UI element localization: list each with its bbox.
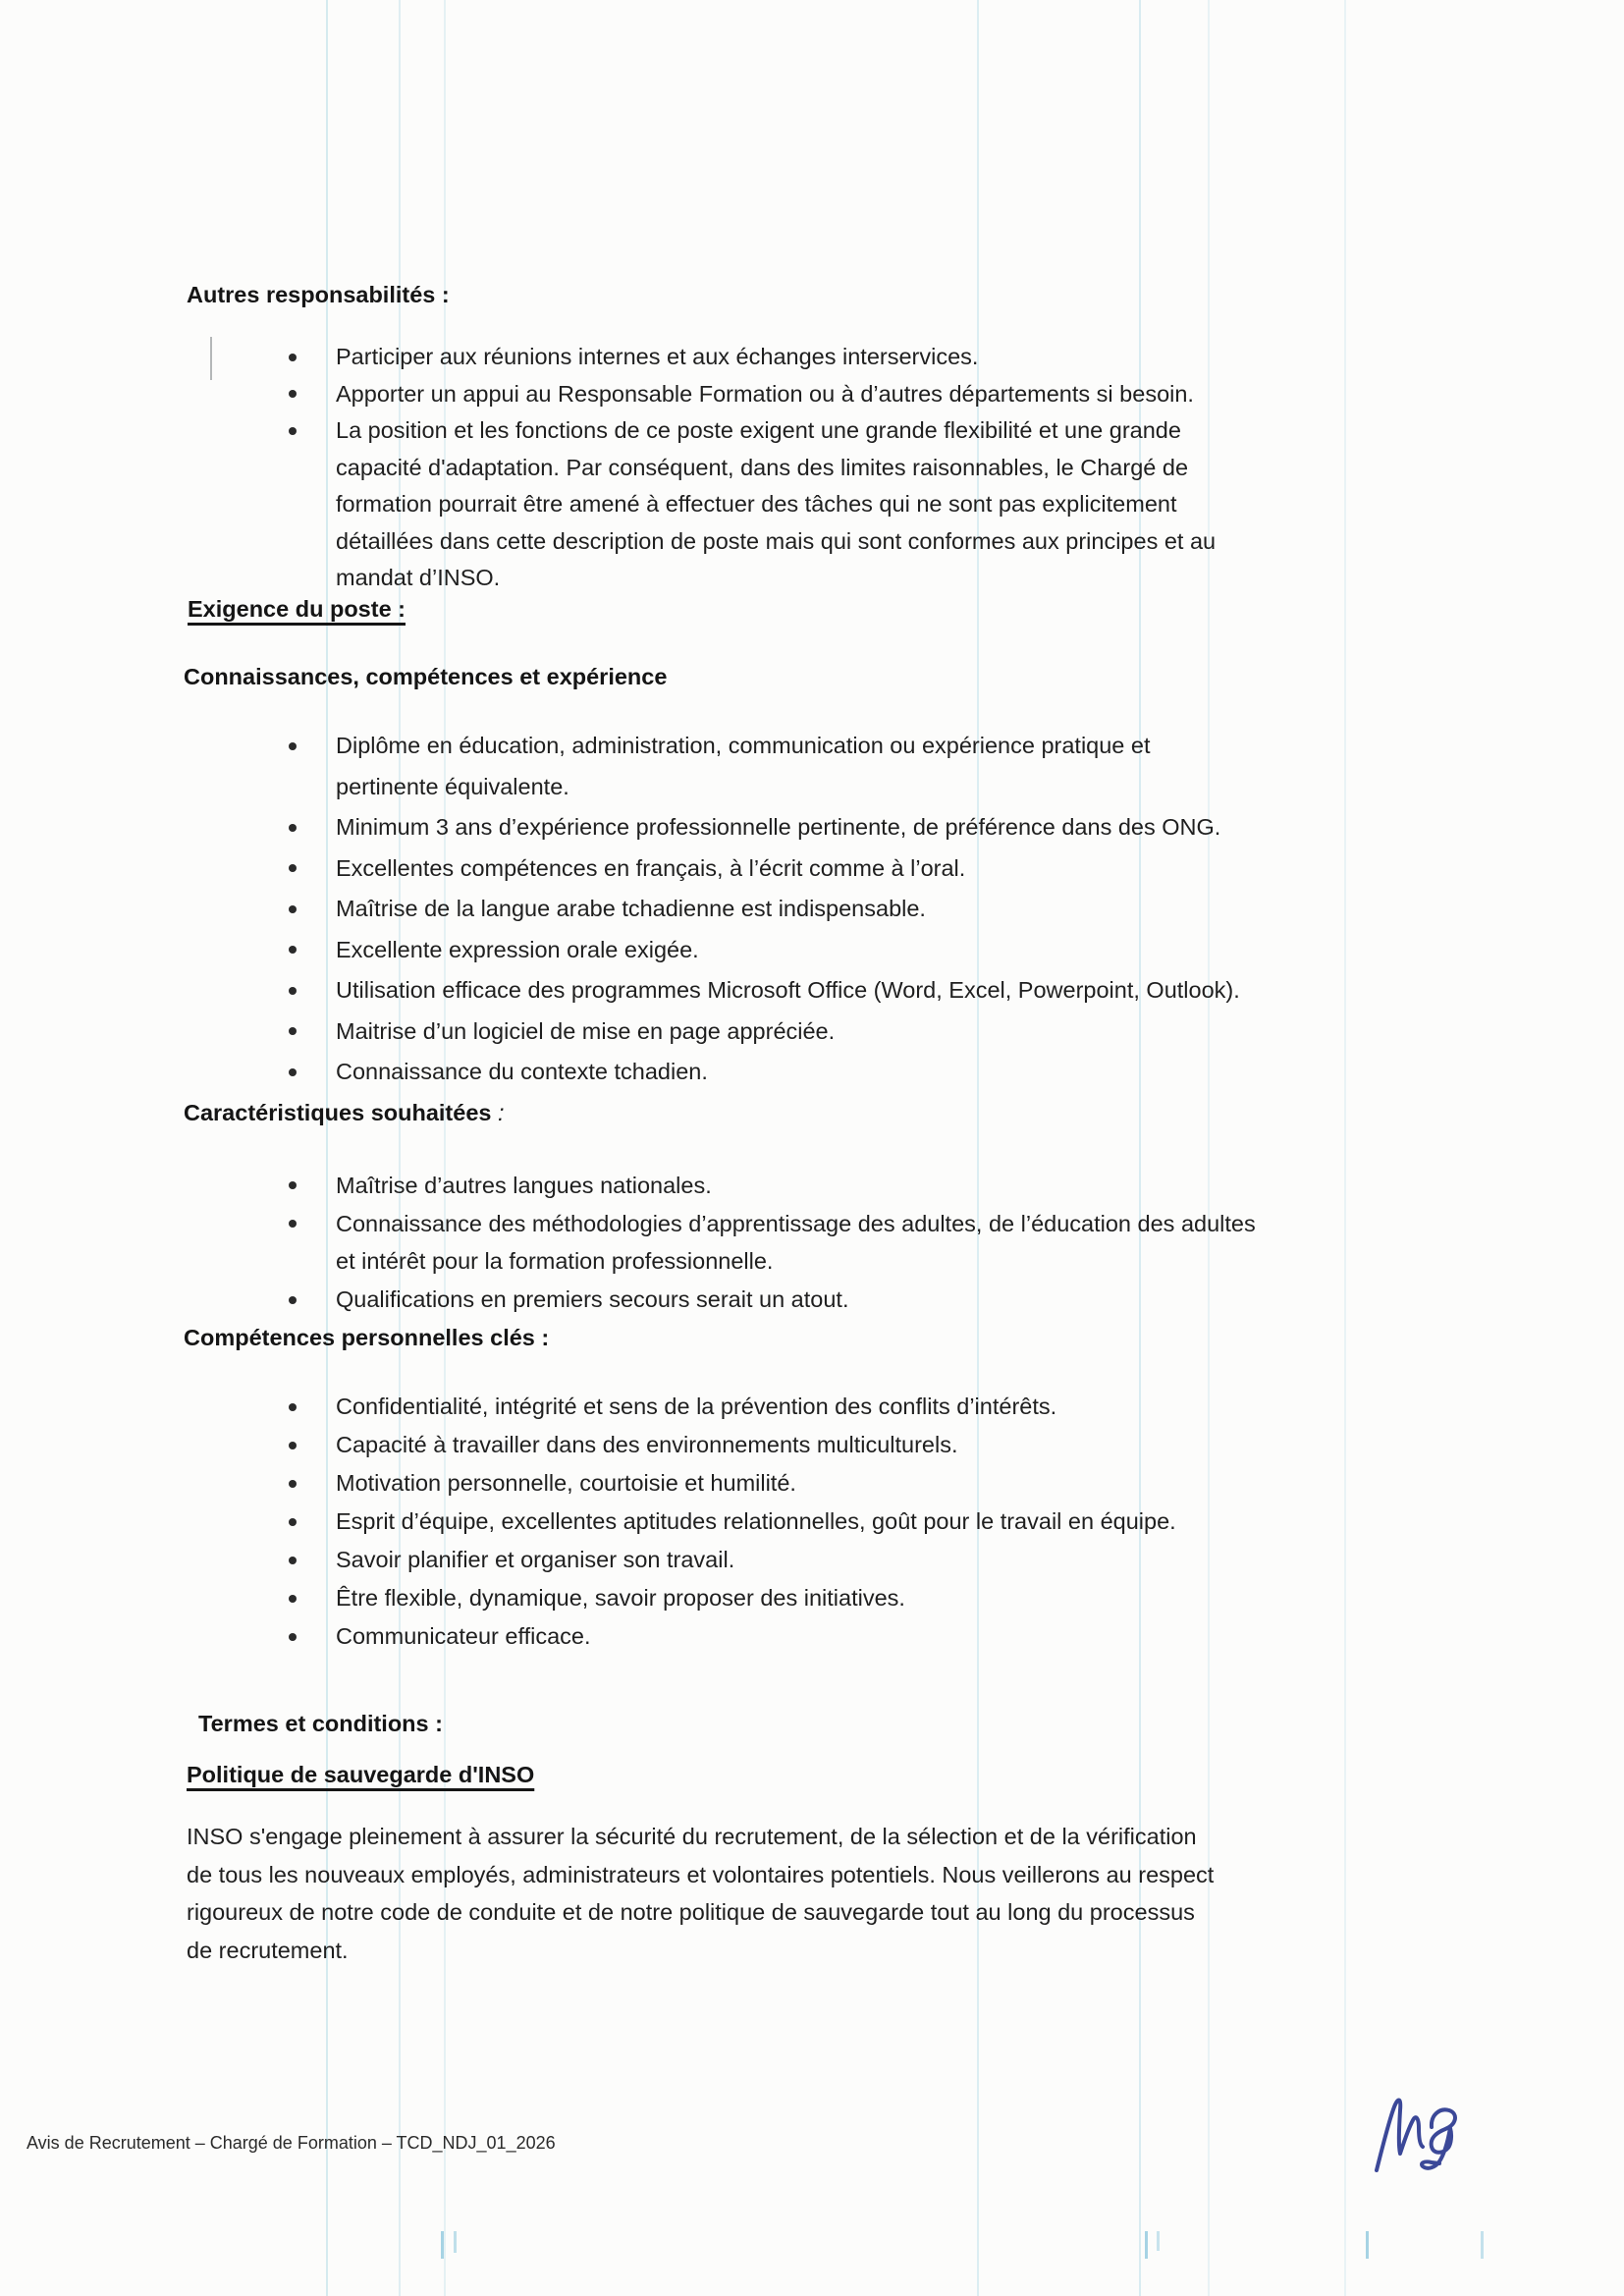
- bullet-text: Savoir planifier et organiser son travail.: [336, 1547, 735, 1572]
- paragraph-politique-sauvegarde: INSO s'engage pleinement à assurer la sécurité du recrutement, de la sélection et de la vérification de tous les nouveaux employés, administrateurs et volontaires potentiels. Nous veillerons au respect rigoureux de notre code de conduite et de notre politique de sauvegarde tout au long du processus de recrutement.: [187, 1824, 1215, 1964]
- heading-colon: :: [491, 1100, 505, 1125]
- bullet-item: [336, 1388, 1176, 1426]
- bullet-icon: [289, 1557, 297, 1564]
- bullet-text: Qualifications en premiers secours serait un atout.: [336, 1286, 849, 1313]
- bullet-item: [336, 848, 1240, 890]
- bullet-list-caracteristiques: [336, 1167, 1256, 1319]
- bullet-item: [336, 1579, 1176, 1617]
- bullet-text: Esprit d’équipe, excellentes aptitudes relationnelles, goût pour le travail en équipe.: [336, 1508, 1176, 1534]
- section-heading-autres-responsabilites: Autres responsabilités :: [187, 282, 450, 307]
- bullet-icon: [289, 905, 297, 913]
- scan-artifact-tick: [1366, 2231, 1369, 2259]
- bullet-icon: [289, 1480, 297, 1488]
- bullet-text: Connaissance du contexte tchadien.: [336, 1059, 708, 1084]
- bullet-item: [336, 1617, 1176, 1656]
- bullet-list-competences-personnelles: [336, 1388, 1176, 1656]
- section-heading-connaissances: Connaissances, compétences et expérience: [184, 664, 668, 689]
- bullet-icon: [289, 742, 297, 750]
- bullet-icon: [289, 864, 297, 872]
- bullet-icon: [289, 1181, 297, 1189]
- scan-artifact-tick: [1157, 2231, 1160, 2251]
- bullet-icon: [289, 987, 297, 995]
- heading-text: Caractéristiques souhaitées: [184, 1100, 492, 1125]
- bullet-text: Confidentialité, intégrité et sens de la prévention des conflits d’intérêts.: [336, 1394, 1057, 1419]
- bullet-text: Être flexible, dynamique, savoir proposer des initiatives.: [336, 1585, 905, 1611]
- signature-handwriting: [1367, 2084, 1475, 2182]
- bullet-icon: [289, 1068, 297, 1076]
- bullet-icon: [289, 1027, 297, 1035]
- bullet-text: Communicateur efficace.: [336, 1623, 591, 1649]
- signature-icon: [1367, 2084, 1475, 2182]
- bullet-text: Maitrise d’un logiciel de mise en page appréciée.: [336, 1017, 836, 1044]
- bullet-icon: [289, 1442, 297, 1449]
- scan-artifact-tick: [454, 2231, 457, 2253]
- scan-artifact-line: [1344, 0, 1346, 2296]
- scan-artifact-tick: [1481, 2231, 1484, 2259]
- bullet-text: Participer aux réunions internes et aux échanges interservices.: [336, 344, 979, 369]
- bullet-text: Excellente expression orale exigée.: [336, 936, 699, 962]
- bullet-text: La position et les fonctions de ce poste exigent une grande flexibilité et une grande capacité d'adaptation. Par conséquent, dans des limites raisonnables, le Chargé de formation pourrait être amené à effectuer des tâches qui ne sont pas explicitement détaillées dans cette description de poste mais qui sont conformes aux principes et au mandat d’INSO.: [336, 417, 1217, 590]
- bullet-item: [336, 1426, 1176, 1464]
- bullet-icon: [289, 390, 297, 398]
- bullet-text: Maîtrise d’autres langues nationales.: [336, 1173, 712, 1198]
- bullet-item: [336, 970, 1240, 1011]
- bullet-icon: [289, 1220, 297, 1228]
- bullet-item: [336, 1464, 1176, 1503]
- bullet-item: [336, 376, 1216, 413]
- scan-artifact-tick: [441, 2231, 444, 2259]
- page-footer-reference: Avis de Recrutement – Chargé de Formation – TCD_NDJ_01_2026: [27, 2133, 556, 2153]
- bullet-icon: [289, 946, 297, 954]
- bullet-text: Capacité à travailler dans des environnements multiculturels.: [336, 1432, 958, 1457]
- bullet-item: [336, 1281, 1256, 1319]
- bullet-icon: [289, 1595, 297, 1603]
- bullet-list-connaissances: [336, 726, 1240, 1093]
- bullet-icon: [289, 824, 297, 832]
- bullet-text: Maîtrise de la langue arabe tchadienne est indispensable.: [336, 896, 926, 921]
- section-heading-exigence-du-poste: Exigence du poste :: [188, 596, 406, 622]
- bullet-icon: [289, 1403, 297, 1411]
- bullet-list-autres-responsabilites: [336, 339, 1216, 597]
- bullet-text: Minimum 3 ans d’expérience professionnelle pertinente, de préférence dans des ONG.: [336, 814, 1221, 840]
- bullet-icon: [289, 1518, 297, 1526]
- bullet-item: [336, 1503, 1176, 1541]
- bullet-text: Connaissance des méthodologies d’apprentissage des adultes, de l’éducation des adultes et intérêt pour la formation professionnelle.: [336, 1210, 1256, 1275]
- bullet-item: [336, 1011, 1240, 1053]
- bullet-item: [336, 1541, 1176, 1579]
- bullet-item: [336, 726, 1240, 807]
- bullet-item: [336, 889, 1240, 930]
- bullet-item: [336, 807, 1240, 848]
- bullet-text: Diplôme en éducation, administration, communication ou expérience pratique et pertinente équivalente.: [336, 733, 1151, 799]
- bullet-item: [336, 412, 1216, 597]
- bullet-item: [336, 339, 1216, 376]
- section-heading-termes-et-conditions: Termes et conditions :: [198, 1711, 443, 1736]
- scan-artifact-tick: [1145, 2231, 1148, 2259]
- bullet-item: [336, 930, 1240, 971]
- bullet-item: [336, 1167, 1256, 1205]
- bullet-icon: [289, 1296, 297, 1304]
- bullet-text: Utilisation efficace des programmes Microsoft Office (Word, Excel, Powerpoint, Outlook).: [336, 977, 1240, 1003]
- bullet-icon: [289, 354, 297, 361]
- section-heading-politique-sauvegarde: Politique de sauvegarde d'INSO: [187, 1762, 535, 1787]
- bullet-icon: [289, 1633, 297, 1641]
- bullet-item: [336, 1205, 1256, 1281]
- section-heading-caracteristiques: [184, 1098, 505, 1127]
- bullet-text: Motivation personnelle, courtoisie et humilité.: [336, 1470, 796, 1496]
- scan-artifact-mark: [210, 337, 212, 380]
- bullet-text: Apporter un appui au Responsable Formation ou à d’autres départements si besoin.: [336, 380, 1194, 407]
- bullet-text: Excellentes compétences en français, à l’écrit comme à l’oral.: [336, 854, 966, 881]
- bullet-item: [336, 1052, 1240, 1093]
- bullet-icon: [289, 427, 297, 435]
- section-heading-competences-personnelles: Compétences personnelles clés :: [184, 1325, 550, 1350]
